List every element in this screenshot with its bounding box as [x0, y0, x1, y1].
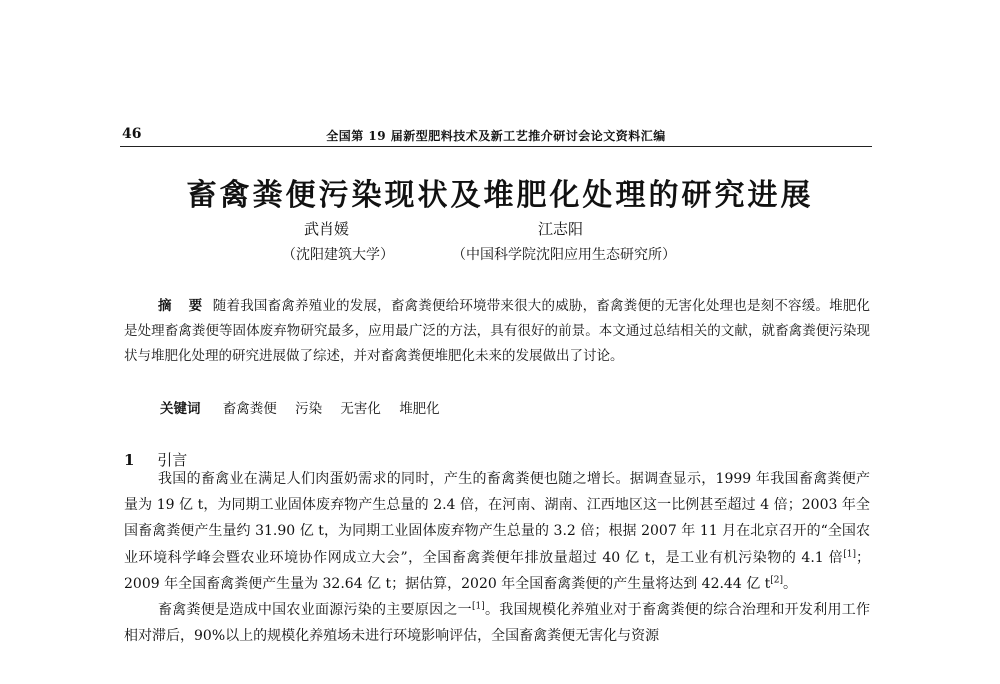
abstract-text: 随着我国畜禽养殖业的发展，畜禽粪便给环境带来很大的威胁，畜禽粪便的无害化处理也是刻不容缓。堆肥化是处理畜禽粪便等固体废弃物研究最多，应用最广泛的方法，具有很好的前景。本文通过总结相关的文献，就畜禽粪便污染现状与堆肥化处理的研究进展做了综述，并对畜禽粪便堆肥化未来的发展做出了讨论。 [124, 298, 871, 364]
keywords [160, 397, 454, 417]
author-1-affiliation: （沈阳建筑大学） [282, 247, 394, 263]
running-title: 全国第 19 届新型肥料技术及新工艺推介研讨会论文资料汇编 [326, 129, 666, 143]
citation-ref: [1] [471, 601, 485, 612]
page-number: 46 [122, 126, 142, 142]
keyword-item: 畜禽粪便 [222, 401, 277, 417]
citation-ref: [2] [770, 575, 784, 586]
keyword-item: 污染 [295, 401, 323, 417]
author-2-affiliation: （中国科学院沈阳应用生态研究所） [452, 247, 676, 263]
article-title: 畜禽粪便污染现状及堆肥化处理的研究进展 [186, 178, 814, 213]
running-header [120, 124, 872, 147]
keywords-label: 关键词 [160, 401, 201, 417]
section-title: 引言 [157, 451, 188, 469]
paragraph-text: 我国的畜禽业在满足人们肉蛋奶需求的同时，产生的畜禽粪便也随之增长。据调查显示，1999 年我国畜禽粪便产量为 19 亿 t，为同期工业固体废弃物产生总量的 2.4 倍，在河南、湖南、江西地区这一比例甚至超过 4 倍；2003 年全国畜禽粪便产生量约 31.90 亿 t，为同期工业固体废弃物产生总量的 3.2 倍；根据 2007 年 11 月在北京召开的“全国农业环境科学峰会暨农业环境协作网成立大会”，全国畜禽粪便年排放量超过 40 亿 t，是工业有机污染物的 4.1 倍 [124, 471, 870, 566]
paragraph-text: 畜禽粪便是造成中国农业面源污染的主要原因之一 [158, 602, 472, 619]
keyword-item: 无害化 [340, 401, 381, 417]
abstract [124, 294, 870, 369]
author-1-name: 武肖媛 [304, 220, 350, 238]
author-2-name: 江志阳 [538, 220, 584, 238]
paragraph-text: 。 [783, 575, 798, 592]
section-body [124, 466, 870, 649]
section-number: 1 [124, 451, 135, 469]
paragraph [124, 466, 870, 597]
abstract-label: 摘 要 [158, 298, 209, 314]
paragraph-text: ；2009 年全国畜禽粪便产生量为 32.64 亿 t；据估算，2020 年全国畜禽粪便的产生量将达到 42.44 亿 t [124, 549, 870, 592]
citation-ref: [1] [843, 548, 856, 559]
paragraph-text: 。我国规模化养殖业对于畜禽粪便的综合治理和开发利用工作相对滞后，90%以上的规模化养殖场未进行环境影响评估，全国畜禽粪便无害化与资源 [124, 602, 871, 645]
paragraph [124, 597, 870, 649]
keyword-item: 堆肥化 [399, 401, 440, 417]
